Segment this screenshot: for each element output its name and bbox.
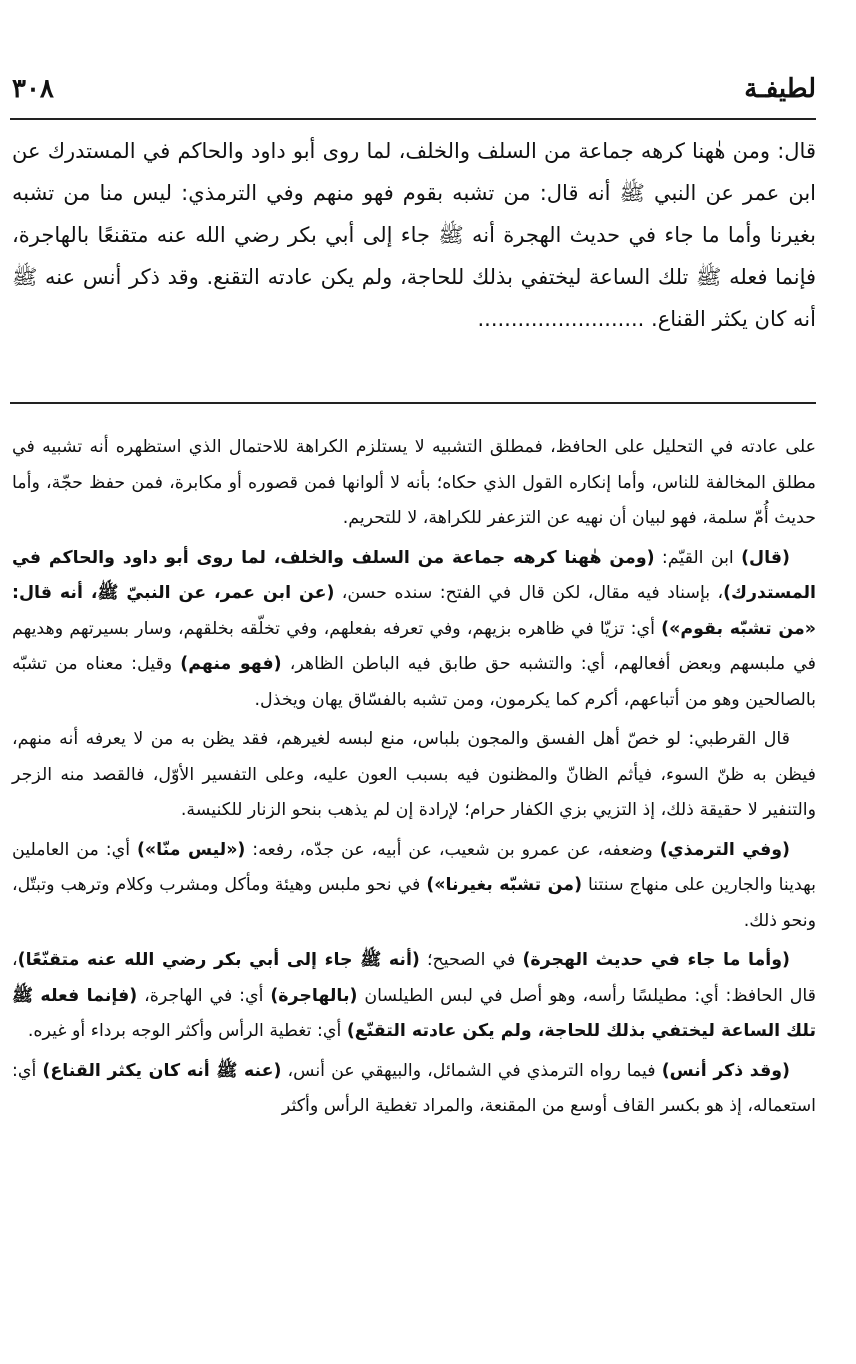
commentary-text: ، بإسناد فيه مقال، لكن قال في الفتح: سنده حسن،: [334, 583, 724, 603]
quoted-phrase: (بالهاجرة): [270, 985, 358, 1006]
quoted-phrase: (من تشبّه بغيرنا»): [426, 875, 583, 895]
main-text: [12, 130, 816, 340]
commentary-text: أي: تزيّا في ظاهره بزيهم، وفي تعرفه بفعلهم، وفي تخلّقه بخلقهم، وسار بسيرتهم وهديهم في ملبسهم وبعض أفعالهم، أي: والتشبه حق طابق فيه الباطن الظاهر،: [12, 618, 816, 674]
commentary-paragraph-1: على عادته في التحليل على الحافظ، فمطلق التشبيه لا يستلزم الكراهة للاحتمال الذي استظهره أنه تشبيه في مطلق المخالفة للناس، وأما إنكاره القول الذي حكاه؛ بأنه لا ألوانها فمن قصوره أو مكابرة، فمن حفظ حجّة، وأما حديث أُمّ سلمة، فهو لبيان أن نهيه عن التزعفر للكراهة، لا للتحريم.: [12, 437, 816, 528]
commentary-text: ، قال الحافظ: أي: مطيلسًا رأسه، وهو أصل في لبس الطيلسان: [12, 950, 816, 1006]
quoted-phrase: (أنه ﷺ جاء إلى أبي بكر رضي الله عنه متقنّعًا): [17, 950, 420, 970]
commentary-paragraph-3: قال القرطبي: لو خصّ أهل الفسق والمجون بلباس، منع لبسه لغيرهم، فقد يظن به من لا يعرفه أنه منهم، فيظن به ظنّ السوء، فيأثم الظانّ والمظنون فيه بسبب العون عليه، وعلى التفسير الأوّل، فالقصد منه الزجر والتنفير لا حقيقة ذلك، إذ التزيي بزي الكفار حرام؛ لإرادة إن لم يذهب بنحو الزنار للكنيسة.: [12, 729, 816, 820]
header-rule: [10, 118, 816, 120]
commentary-text: أي: من العاملين بهدينا والجارين على منهاج سنتنا: [12, 839, 816, 895]
commentary-paragraph-2: [12, 541, 816, 719]
page-number: ٣٠٨: [12, 74, 54, 104]
quoted-phrase: (فإنما فعله ﷺ تلك الساعة ليختفي بذلك للحاجة، ولم يكن عادته التقنّع): [12, 985, 816, 1041]
commentary-text: أي: في الهاجرة،: [137, 985, 271, 1006]
main-text-paragraph: [12, 130, 816, 340]
commentary-paragraph-6: [12, 1054, 816, 1125]
quoted-phrase: (وفي الترمذي): [659, 839, 790, 860]
commentary: [12, 430, 816, 1129]
quoted-phrase: (فهو منهم): [180, 654, 282, 674]
commentary-paragraph-5: [12, 943, 816, 1050]
commentary-text: ابن القيّم:: [654, 547, 742, 568]
quoted-phrase: (ومن هٰهنا كرهه جماعة من السلف والخلف، لما روى أبو داود والحاكم في المستدرك): [12, 547, 816, 603]
commentary-paragraph-4: [12, 833, 816, 940]
quoted-phrase: («ليس منّا»): [136, 839, 246, 860]
quoted-phrase: (وقد ذكر أنس): [661, 1060, 790, 1081]
dotted-leader: .........................: [477, 307, 645, 331]
quoted-phrase: (وأما ما جاء في حديث الهجرة): [522, 950, 790, 970]
running-title: لطيفـة: [744, 74, 816, 104]
page-header: [12, 66, 816, 112]
commentary-text: أي: استعماله، إذ هو بكسر القاف أوسع من المقنعة، والمراد تغطية الرأس وأكثر: [12, 1060, 816, 1116]
main-text-body: قال: ومن هٰهنا كرهه جماعة من السلف والخلف، لما روى أبو داود والحاكم في المستدرك عن ابن عمر عن النبي ﷺ أنه قال: من تشبه بقوم فهو منهم وفي الترمذي: ليس منا من تشبه بغيرنا وأما ما جاء في حديث الهجرة أنه ﷺ جاء إلى أبي بكر رضي الله عنه متقنعًا بالهاجرة، فإنما فعله ﷺ تلك الساعة ليختفي بذلك للحاجة، ولم يكن عادته التقنع. وقد ذكر أنس عنه ﷺ أنه كان يكثر القناع.: [12, 139, 816, 331]
commentary-text: وضعفه، عن عمرو بن شعيب، عن أبيه، عن جدّه، رفعه:: [245, 839, 660, 860]
commentary-text: في الصحيح؛: [419, 950, 523, 970]
commentary-text: فيما رواه الترمذي في الشمائل، والبيهقي عن أنس،: [281, 1060, 662, 1081]
commentary-text: في نحو ملبس وهيئة ومأكل ومشرب وكلام وترهب وتبتّل، ونحو ذلك.: [12, 875, 816, 931]
quoted-phrase: (عنه ﷺ أنه كان يكثر القناع): [42, 1060, 282, 1081]
quoted-phrase: (قال): [741, 547, 790, 568]
commentary-text: وقيل: معناه من تشبّه بالصالحين وهو من أتباعهم، أكرم كما يكرمون، ومن تشبه بالفسّاق يهان ويخذل.: [12, 654, 816, 710]
commentary-text: أي: تغطية الرأس وأكثر الوجه برداء أو غيره.: [27, 1021, 347, 1041]
section-rule: [10, 402, 816, 404]
quoted-phrase: (عن ابن عمر، عن النبيّ ﷺ، أنه قال: «من تشبّه بقوم»): [12, 583, 817, 639]
